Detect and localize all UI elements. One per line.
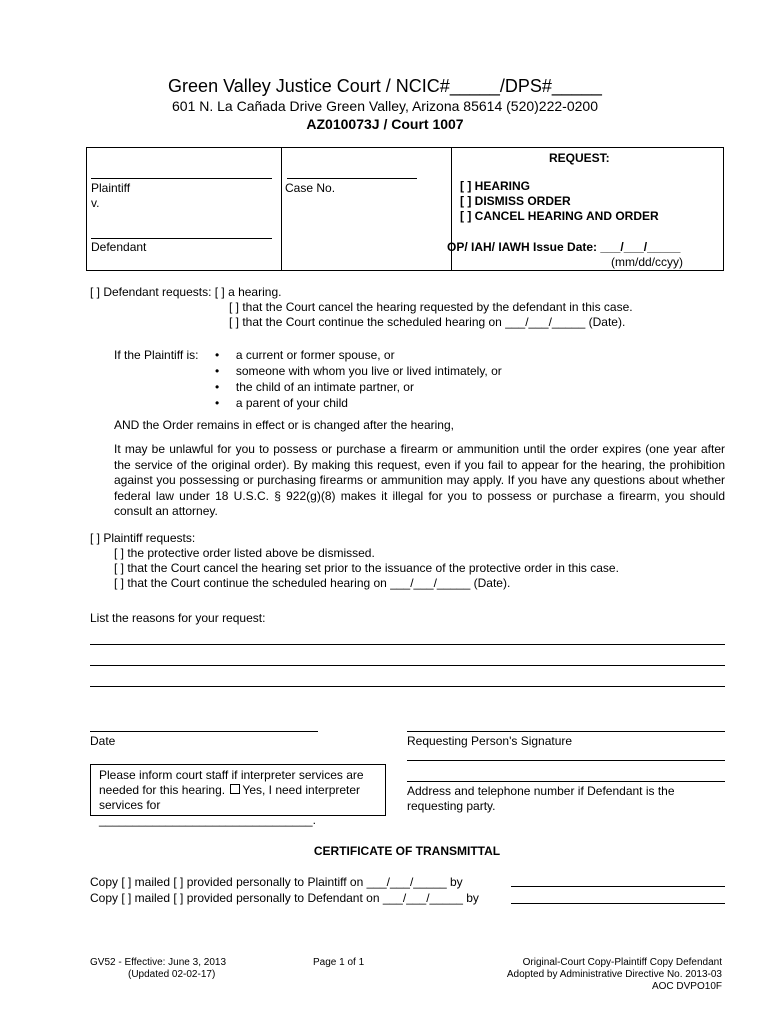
plaintiff-cancel-option[interactable]: [ ] that the Court cancel the hearing set prior to the issuance of the protective order in this case. (114, 561, 619, 575)
interpreter-text-after: Yes, I need interpreter services for ________________________________. (99, 783, 361, 827)
footer-form-id (90, 957, 226, 981)
relationship-list (215, 347, 502, 411)
defendant-cancel-option[interactable]: [ ] that the Court cancel the hearing requested by the defendant in this case. (229, 300, 633, 314)
certificate-defendant-line[interactable]: Copy [ ] mailed [ ] provided personally to Defendant on ___/___/_____ by (90, 891, 479, 905)
date-format: (mm/dd/ccyy) (611, 255, 683, 269)
interpreter-box (90, 764, 386, 827)
plaintiff-label: Plaintiff (91, 181, 131, 195)
address-line[interactable] (407, 781, 725, 782)
date-label: Date (90, 734, 116, 748)
list-item: • a current or former spouse, or (215, 348, 395, 362)
list-item: • a parent of your child (215, 396, 348, 410)
if-plaintiff-label: If the Plaintiff is: (114, 348, 199, 362)
case-no-label: Case No. (285, 181, 336, 195)
reason-line[interactable] (90, 665, 725, 666)
certificate-defendant-by-line[interactable] (511, 903, 725, 904)
court-address: 601 N. La Cañada Drive Green Valley, Arizona 85614 (520)222-0200 (172, 98, 598, 114)
list-item: • the child of an intimate partner, or (215, 380, 414, 394)
form-effective-date: GV52 - Effective: June 3, 2013 (90, 957, 227, 968)
certificate-heading: CERTIFICATE OF TRANSMITTAL (313, 844, 501, 858)
firearm-warning: It may be unlawful for you to possess or purchase a firearm or ammunition until the order expires (one year after the service of the original order). By making this request, even if you fail to appear for the hearing, the prohibition against you possessing or purchasing firearms or ammunition may apply. If you have any questions about whether federal law under 18 U.S.C. § 922(g)(8) makes it illegal for you to possess or purchase a firearm, you should consult an attorney. (114, 442, 725, 518)
signature-line[interactable] (407, 731, 725, 732)
distribution-text: Original-Court Copy-Plaintiff Copy Defendant (522, 957, 722, 968)
certificate-plaintiff-by-line[interactable] (511, 886, 725, 887)
plaintiff-continue-option[interactable]: [ ] that the Court continue the scheduled hearing on ___/___/_____ (Date). (114, 576, 511, 590)
interpreter-checkbox[interactable] (230, 784, 240, 794)
plaintiff-line (91, 178, 272, 179)
reason-line[interactable] (90, 686, 725, 687)
request-option-hearing[interactable]: [ ] HEARING (460, 179, 530, 193)
signature-label: Requesting Person's Signature (407, 734, 573, 748)
address-line[interactable] (407, 760, 725, 761)
and-order-text: AND the Order remains in effect or is changed after the hearing, (114, 418, 454, 432)
reason-line[interactable] (90, 644, 725, 645)
issue-date[interactable]: OP/ IAH/ IAWH Issue Date: ___/___/_____ (447, 240, 681, 254)
directive-text: Adopted by Administrative Directive No. 2013-03 (506, 969, 722, 980)
request-option-dismiss[interactable]: [ ] DISMISS ORDER (460, 194, 571, 208)
address-label: Address and telephone number if Defendant is the requesting party. (407, 784, 675, 813)
footer-right (507, 957, 722, 993)
court-title: Green Valley Justice Court / NCIC#_____/DPS#_____ (168, 76, 602, 96)
form-updated-date: (Updated 02-02-17) (128, 969, 216, 980)
defendant-request-line[interactable]: [ ] Defendant requests: [ ] a hearing. (90, 285, 282, 299)
certificate-plaintiff-line[interactable]: Copy [ ] mailed [ ] provided personally to Plaintiff on ___/___/_____ by (90, 875, 463, 889)
defendant-line (91, 238, 272, 239)
interpreter-text: Please inform court staff if interpreter services are needed for this hearing. (99, 768, 364, 797)
list-item: • someone with whom you live or lived intimately, or (215, 364, 502, 378)
plaintiff-dismiss-option[interactable]: [ ] the protective order listed above be dismissed. (114, 546, 375, 560)
caption-divider (281, 148, 282, 270)
reasons-label: List the reasons for your request: (90, 611, 266, 625)
versus-label: v. (91, 196, 100, 210)
request-option-cancel[interactable]: [ ] CANCEL HEARING AND ORDER (460, 209, 659, 223)
request-heading: REQUEST: (549, 151, 610, 165)
aoc-code: AOC DVPO10F (651, 981, 722, 992)
date-signature-line[interactable] (90, 731, 318, 732)
caption-box (86, 147, 724, 271)
footer-page: Page 1 of 1 (313, 957, 365, 968)
defendant-label: Defendant (91, 240, 147, 254)
case-no-line (287, 178, 417, 179)
defendant-continue-option[interactable]: [ ] that the Court continue the scheduled hearing on ___/___/_____ (Date). (229, 315, 626, 329)
court-code: AZ010073J / Court 1007 (306, 116, 464, 132)
plaintiff-request-line[interactable]: [ ] Plaintiff requests: (90, 531, 196, 545)
